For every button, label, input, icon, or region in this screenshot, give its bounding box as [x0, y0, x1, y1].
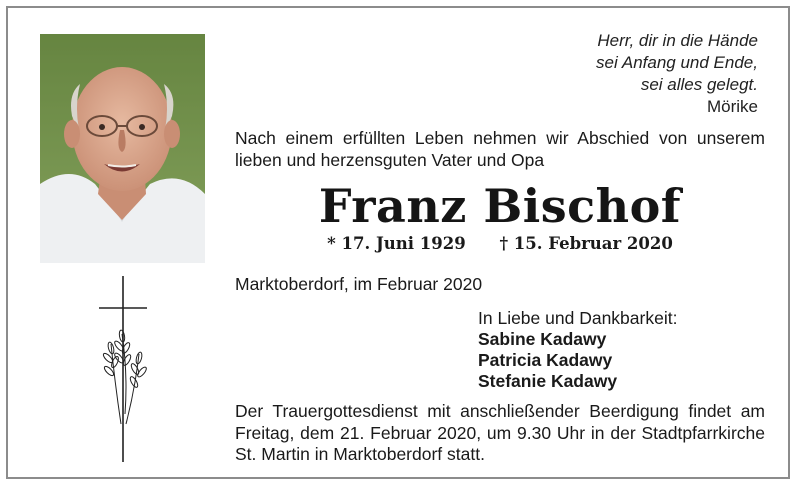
poem-quote [596, 30, 758, 118]
place-date-line: Marktoberdorf, im Februar 2020 [235, 274, 483, 294]
death-date: † 15. Februar 2020 [499, 234, 673, 253]
birth-date: * 17. Juni 1929 [327, 234, 466, 253]
life-dates [235, 233, 765, 255]
mourners-block [478, 308, 677, 392]
quote-line-3: sei alles gelegt. [640, 75, 758, 94]
funeral-info: Der Trauergottesdienst mit anschließender Beerdigung findet am Freitag, dem 21. Februar 2020, um 9.30 Uhr in der Stadtpfarrkirche St. Martin in Marktoberdorf statt. [235, 401, 765, 464]
portrait-photo [40, 34, 205, 263]
mourner-name: Sabine Kadawy [478, 329, 607, 349]
mourner-name: Stefanie Kadawy [478, 371, 618, 391]
quote-line-1: Herr, dir in die Hände [597, 31, 758, 50]
quote-line-2: sei Anfang und Ende, [596, 53, 758, 72]
mourner-name: Patricia Kadawy [478, 350, 613, 370]
quote-author: Mörike [706, 97, 758, 116]
intro-text: Nach einem erfüllten Leben nehmen wir Abschied von unserem lieben und herzensguten Vater und Opa [235, 128, 765, 170]
deceased-name: Franz Bischof [318, 179, 682, 233]
cross-with-wheat-icon [95, 274, 151, 464]
thanks-heading: In Liebe und Dankbarkeit: [478, 308, 678, 328]
